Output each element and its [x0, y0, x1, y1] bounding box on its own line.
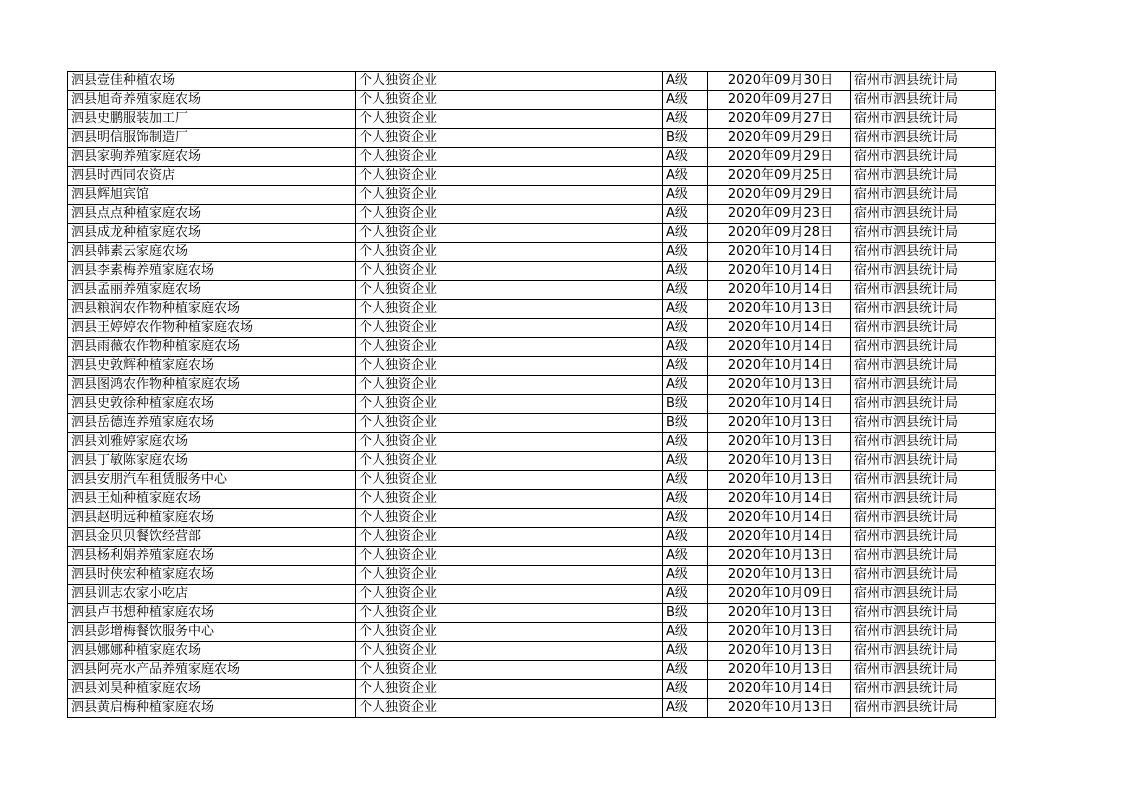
- company-type-cell: 个人独资企业: [356, 528, 663, 547]
- credit-grade-cell: A级: [663, 205, 708, 224]
- credit-grade-cell: A级: [663, 490, 708, 509]
- issuing-authority-cell: 宿州市泗县统计局: [851, 91, 996, 110]
- table-row: [68, 680, 996, 699]
- credit-grade-cell: A级: [663, 376, 708, 395]
- assessment-date-cell: 2020年09月30日: [708, 72, 851, 91]
- company-name-cell: 泗县图鸿农作物种植家庭农场: [68, 376, 356, 395]
- assessment-date-cell: 2020年09月25日: [708, 167, 851, 186]
- assessment-date-cell: 2020年10月14日: [708, 243, 851, 262]
- issuing-authority-cell: 宿州市泗县统计局: [851, 205, 996, 224]
- table-row: [68, 490, 996, 509]
- assessment-date-cell: 2020年10月14日: [708, 262, 851, 281]
- company-type-cell: 个人独资企业: [356, 205, 663, 224]
- table-row: [68, 528, 996, 547]
- company-type-cell: 个人独资企业: [356, 433, 663, 452]
- assessment-date-cell: 2020年09月29日: [708, 186, 851, 205]
- company-name-cell: 泗县赵明远种植家庭农场: [68, 509, 356, 528]
- company-type-cell: 个人独资企业: [356, 376, 663, 395]
- credit-grade-cell: A级: [663, 300, 708, 319]
- issuing-authority-cell: 宿州市泗县统计局: [851, 376, 996, 395]
- assessment-date-cell: 2020年10月14日: [708, 680, 851, 699]
- issuing-authority-cell: 宿州市泗县统计局: [851, 680, 996, 699]
- company-name-cell: 泗县史敦辉种植家庭农场: [68, 357, 356, 376]
- company-type-cell: 个人独资企业: [356, 547, 663, 566]
- issuing-authority-cell: 宿州市泗县统计局: [851, 395, 996, 414]
- table-row: [68, 604, 996, 623]
- company-name-cell: 泗县刘昊种植家庭农场: [68, 680, 356, 699]
- credit-grade-cell: B级: [663, 414, 708, 433]
- credit-grade-cell: A级: [663, 528, 708, 547]
- company-name-cell: 泗县训志农家小吃店: [68, 585, 356, 604]
- company-name-cell: 泗县史鹏服装加工厂: [68, 110, 356, 129]
- table-row: [68, 281, 996, 300]
- table-row: [68, 699, 996, 718]
- table-row: [68, 623, 996, 642]
- assessment-date-cell: 2020年09月28日: [708, 224, 851, 243]
- company-name-cell: 泗县金贝贝餐饮经营部: [68, 528, 356, 547]
- company-type-cell: 个人独资企业: [356, 110, 663, 129]
- table-row: [68, 91, 996, 110]
- assessment-date-cell: 2020年10月13日: [708, 376, 851, 395]
- issuing-authority-cell: 宿州市泗县统计局: [851, 243, 996, 262]
- company-name-cell: 泗县辉旭宾馆: [68, 186, 356, 205]
- assessment-date-cell: 2020年10月14日: [708, 509, 851, 528]
- company-type-cell: 个人独资企业: [356, 91, 663, 110]
- issuing-authority-cell: 宿州市泗县统计局: [851, 661, 996, 680]
- company-type-cell: 个人独资企业: [356, 243, 663, 262]
- issuing-authority-cell: 宿州市泗县统计局: [851, 224, 996, 243]
- company-name-cell: 泗县杨利娟养殖家庭农场: [68, 547, 356, 566]
- company-type-cell: 个人独资企业: [356, 509, 663, 528]
- assessment-date-cell: 2020年10月13日: [708, 414, 851, 433]
- table-row: [68, 395, 996, 414]
- company-type-cell: 个人独资企业: [356, 129, 663, 148]
- company-type-cell: 个人独资企业: [356, 395, 663, 414]
- issuing-authority-cell: 宿州市泗县统计局: [851, 319, 996, 338]
- credit-grade-cell: A级: [663, 72, 708, 91]
- company-name-cell: 泗县安朋汽车租赁服务中心: [68, 471, 356, 490]
- table-row: [68, 376, 996, 395]
- table-row: [68, 262, 996, 281]
- company-type-cell: 个人独资企业: [356, 585, 663, 604]
- issuing-authority-cell: 宿州市泗县统计局: [851, 281, 996, 300]
- assessment-date-cell: 2020年10月14日: [708, 281, 851, 300]
- issuing-authority-cell: 宿州市泗县统计局: [851, 452, 996, 471]
- company-type-cell: 个人独资企业: [356, 604, 663, 623]
- assessment-date-cell: 2020年10月14日: [708, 357, 851, 376]
- company-type-cell: 个人独资企业: [356, 300, 663, 319]
- credit-grade-cell: A级: [663, 452, 708, 471]
- assessment-date-cell: 2020年09月29日: [708, 148, 851, 167]
- company-name-cell: 泗县粮润农作物种植家庭农场: [68, 300, 356, 319]
- issuing-authority-cell: 宿州市泗县统计局: [851, 699, 996, 718]
- table-row: [68, 243, 996, 262]
- company-name-cell: 泗县王灿种植家庭农场: [68, 490, 356, 509]
- company-name-cell: 泗县孟丽养殖家庭农场: [68, 281, 356, 300]
- company-type-cell: 个人独资企业: [356, 452, 663, 471]
- company-name-cell: 泗县彭增梅餐饮服务中心: [68, 623, 356, 642]
- company-name-cell: 泗县成龙种植家庭农场: [68, 224, 356, 243]
- company-type-cell: 个人独资企业: [356, 490, 663, 509]
- assessment-date-cell: 2020年10月14日: [708, 490, 851, 509]
- credit-grade-cell: A级: [663, 224, 708, 243]
- assessment-date-cell: 2020年10月13日: [708, 566, 851, 585]
- company-name-cell: 泗县卢书想种植家庭农场: [68, 604, 356, 623]
- assessment-date-cell: 2020年10月14日: [708, 528, 851, 547]
- issuing-authority-cell: 宿州市泗县统计局: [851, 300, 996, 319]
- credit-grade-cell: A级: [663, 699, 708, 718]
- company-name-cell: 泗县娜娜种植家庭农场: [68, 642, 356, 661]
- company-name-cell: 泗县李素梅养殖家庭农场: [68, 262, 356, 281]
- company-name-cell: 泗县家驹养殖家庭农场: [68, 148, 356, 167]
- credit-grade-cell: A级: [663, 357, 708, 376]
- company-name-cell: 泗县点点种植家庭农场: [68, 205, 356, 224]
- table-row: [68, 547, 996, 566]
- assessment-date-cell: 2020年10月13日: [708, 604, 851, 623]
- credit-grade-cell: A级: [663, 680, 708, 699]
- company-type-cell: 个人独资企业: [356, 661, 663, 680]
- table-row: [68, 357, 996, 376]
- table-row: [68, 642, 996, 661]
- assessment-date-cell: 2020年10月13日: [708, 547, 851, 566]
- issuing-authority-cell: 宿州市泗县统计局: [851, 186, 996, 205]
- assessment-date-cell: 2020年09月27日: [708, 110, 851, 129]
- issuing-authority-cell: 宿州市泗县统计局: [851, 338, 996, 357]
- assessment-date-cell: 2020年10月09日: [708, 585, 851, 604]
- assessment-date-cell: 2020年09月27日: [708, 91, 851, 110]
- assessment-date-cell: 2020年09月29日: [708, 129, 851, 148]
- credit-grade-cell: A级: [663, 509, 708, 528]
- issuing-authority-cell: 宿州市泗县统计局: [851, 623, 996, 642]
- table-row: [68, 186, 996, 205]
- company-name-cell: 泗县史敦徐种植家庭农场: [68, 395, 356, 414]
- credit-grade-cell: B级: [663, 129, 708, 148]
- issuing-authority-cell: 宿州市泗县统计局: [851, 433, 996, 452]
- company-type-cell: 个人独资企业: [356, 224, 663, 243]
- assessment-date-cell: 2020年10月13日: [708, 661, 851, 680]
- company-name-cell: 泗县王婷婷农作物种植家庭农场: [68, 319, 356, 338]
- assessment-date-cell: 2020年10月13日: [708, 642, 851, 661]
- company-type-cell: 个人独资企业: [356, 357, 663, 376]
- table-row: [68, 224, 996, 243]
- company-name-cell: 泗县刘雅婷家庭农场: [68, 433, 356, 452]
- records-table-body: [68, 72, 996, 718]
- table-row: [68, 509, 996, 528]
- table-row: [68, 167, 996, 186]
- company-name-cell: 泗县时侠宏种植家庭农场: [68, 566, 356, 585]
- assessment-date-cell: 2020年10月13日: [708, 452, 851, 471]
- company-type-cell: 个人独资企业: [356, 262, 663, 281]
- company-name-cell: 泗县壹佳种植农场: [68, 72, 356, 91]
- company-type-cell: 个人独资企业: [356, 72, 663, 91]
- credit-grade-cell: A级: [663, 262, 708, 281]
- issuing-authority-cell: 宿州市泗县统计局: [851, 585, 996, 604]
- table-row: [68, 300, 996, 319]
- company-type-cell: 个人独资企业: [356, 699, 663, 718]
- company-type-cell: 个人独资企业: [356, 680, 663, 699]
- table-row: [68, 433, 996, 452]
- issuing-authority-cell: 宿州市泗县统计局: [851, 167, 996, 186]
- credit-grade-cell: A级: [663, 91, 708, 110]
- issuing-authority-cell: 宿州市泗县统计局: [851, 547, 996, 566]
- company-type-cell: 个人独资企业: [356, 148, 663, 167]
- table-row: [68, 585, 996, 604]
- credit-grade-cell: A级: [663, 110, 708, 129]
- table-row: [68, 452, 996, 471]
- company-name-cell: 泗县岳德连养殖家庭农场: [68, 414, 356, 433]
- credit-grade-cell: A级: [663, 148, 708, 167]
- table-row: [68, 129, 996, 148]
- table-row: [68, 319, 996, 338]
- credit-grade-cell: A级: [663, 623, 708, 642]
- issuing-authority-cell: 宿州市泗县统计局: [851, 566, 996, 585]
- table-row: [68, 471, 996, 490]
- assessment-date-cell: 2020年09月23日: [708, 205, 851, 224]
- assessment-date-cell: 2020年10月13日: [708, 433, 851, 452]
- company-name-cell: 泗县黄启梅种植家庭农场: [68, 699, 356, 718]
- credit-grade-cell: A级: [663, 281, 708, 300]
- table-row: [68, 148, 996, 167]
- table-row: [68, 72, 996, 91]
- company-name-cell: 泗县韩素云家庭农场: [68, 243, 356, 262]
- company-type-cell: 个人独资企业: [356, 186, 663, 205]
- company-name-cell: 泗县阿亮水产品养殖家庭农场: [68, 661, 356, 680]
- issuing-authority-cell: 宿州市泗县统计局: [851, 110, 996, 129]
- company-type-cell: 个人独资企业: [356, 566, 663, 585]
- table-row: [68, 205, 996, 224]
- credit-grade-cell: A级: [663, 585, 708, 604]
- credit-grade-cell: A级: [663, 243, 708, 262]
- issuing-authority-cell: 宿州市泗县统计局: [851, 129, 996, 148]
- credit-grade-cell: A级: [663, 642, 708, 661]
- table-row: [68, 110, 996, 129]
- table-row: [68, 338, 996, 357]
- credit-grade-cell: A级: [663, 338, 708, 357]
- credit-grade-cell: A级: [663, 471, 708, 490]
- assessment-date-cell: 2020年10月13日: [708, 699, 851, 718]
- credit-grade-cell: A级: [663, 167, 708, 186]
- company-type-cell: 个人独资企业: [356, 623, 663, 642]
- company-type-cell: 个人独资企业: [356, 319, 663, 338]
- issuing-authority-cell: 宿州市泗县统计局: [851, 262, 996, 281]
- issuing-authority-cell: 宿州市泗县统计局: [851, 72, 996, 91]
- issuing-authority-cell: 宿州市泗县统计局: [851, 509, 996, 528]
- company-type-cell: 个人独资企业: [356, 414, 663, 433]
- credit-grade-cell: A级: [663, 547, 708, 566]
- credit-grade-cell: A级: [663, 566, 708, 585]
- company-type-cell: 个人独资企业: [356, 471, 663, 490]
- credit-grade-cell: A级: [663, 661, 708, 680]
- company-name-cell: 泗县丁敏陈家庭农场: [68, 452, 356, 471]
- company-type-cell: 个人独资企业: [356, 338, 663, 357]
- issuing-authority-cell: 宿州市泗县统计局: [851, 490, 996, 509]
- table-row: [68, 414, 996, 433]
- assessment-date-cell: 2020年10月13日: [708, 623, 851, 642]
- company-name-cell: 泗县旭奇养殖家庭农场: [68, 91, 356, 110]
- issuing-authority-cell: 宿州市泗县统计局: [851, 642, 996, 661]
- assessment-date-cell: 2020年10月14日: [708, 338, 851, 357]
- company-type-cell: 个人独资企业: [356, 281, 663, 300]
- issuing-authority-cell: 宿州市泗县统计局: [851, 604, 996, 623]
- records-table: [67, 71, 996, 718]
- issuing-authority-cell: 宿州市泗县统计局: [851, 357, 996, 376]
- table-row: [68, 566, 996, 585]
- company-name-cell: 泗县明信服饰制造厂: [68, 129, 356, 148]
- assessment-date-cell: 2020年10月13日: [708, 471, 851, 490]
- credit-grade-cell: B级: [663, 604, 708, 623]
- assessment-date-cell: 2020年10月13日: [708, 300, 851, 319]
- table-row: [68, 661, 996, 680]
- company-type-cell: 个人独资企业: [356, 167, 663, 186]
- credit-grade-cell: A级: [663, 186, 708, 205]
- issuing-authority-cell: 宿州市泗县统计局: [851, 414, 996, 433]
- assessment-date-cell: 2020年10月14日: [708, 319, 851, 338]
- issuing-authority-cell: 宿州市泗县统计局: [851, 471, 996, 490]
- issuing-authority-cell: 宿州市泗县统计局: [851, 528, 996, 547]
- credit-grade-cell: B级: [663, 395, 708, 414]
- company-name-cell: 泗县雨薇农作物种植家庭农场: [68, 338, 356, 357]
- issuing-authority-cell: 宿州市泗县统计局: [851, 148, 996, 167]
- credit-grade-cell: A级: [663, 433, 708, 452]
- company-type-cell: 个人独资企业: [356, 642, 663, 661]
- credit-grade-cell: A级: [663, 319, 708, 338]
- company-name-cell: 泗县时西同农资店: [68, 167, 356, 186]
- assessment-date-cell: 2020年10月14日: [708, 395, 851, 414]
